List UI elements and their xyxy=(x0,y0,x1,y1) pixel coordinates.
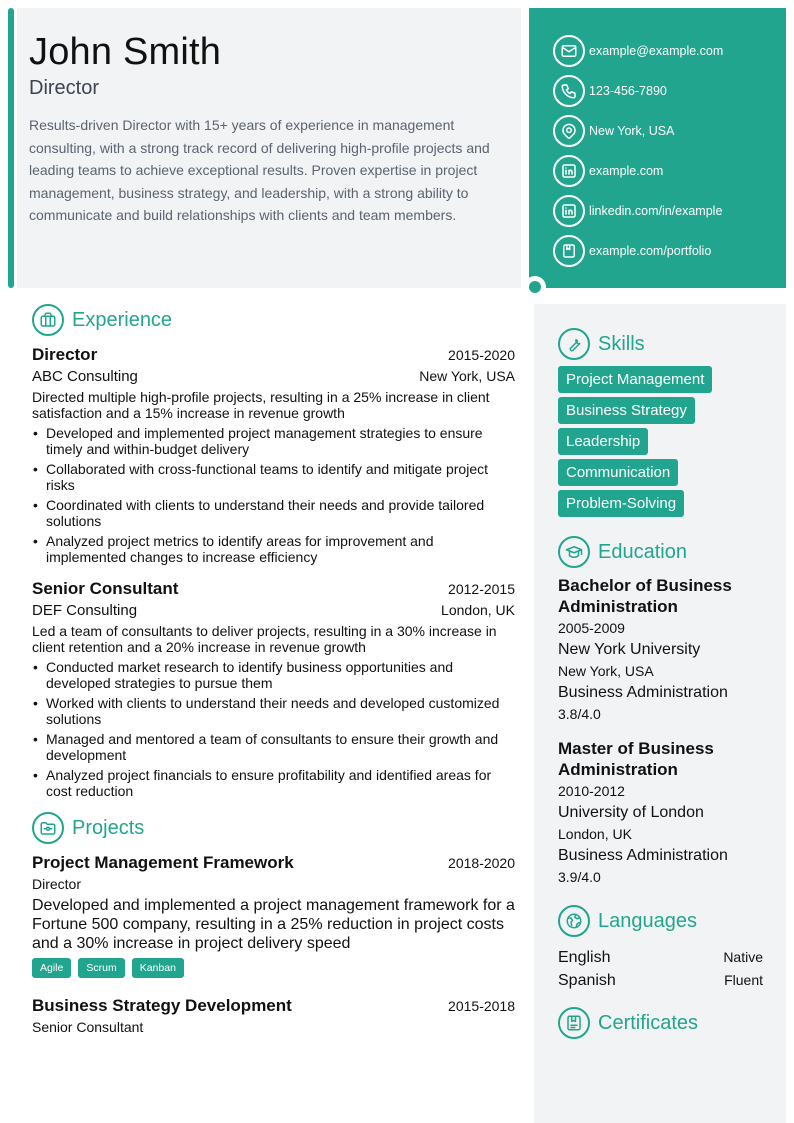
languages-title: Languages xyxy=(598,909,697,932)
language-row xyxy=(558,946,763,969)
skills-section-heading xyxy=(558,327,763,361)
education-degree: Bachelor of Business Administration xyxy=(558,576,732,616)
language-row xyxy=(558,969,763,992)
project-dates: 2015-2018 xyxy=(448,998,515,1014)
language-level: Native xyxy=(723,949,763,965)
education-gpa: 3.9/4.0 xyxy=(558,869,601,885)
education-location: New York, USA xyxy=(558,663,654,679)
job-dates: 2012-2015 xyxy=(448,581,515,597)
contact-panel xyxy=(529,8,786,288)
skill-badge: Project Management xyxy=(558,366,712,393)
project-tag: Kanban xyxy=(132,958,184,978)
certificate-icon xyxy=(558,1007,590,1039)
language-level: Fluent xyxy=(724,972,763,988)
project-tag: Agile xyxy=(32,958,71,978)
job-company: ABC Consulting xyxy=(32,368,138,385)
skills-title: Skills xyxy=(598,332,645,355)
contact-phone-text: 123-456-7890 xyxy=(589,84,667,98)
contact-website-text: example.com xyxy=(589,164,664,178)
project-dates: 2018-2020 xyxy=(448,855,515,871)
location-pin-icon xyxy=(553,115,585,147)
job-bullet: • Analyzed project metrics to identify areas for improvement and implemented changes to increase efficiency xyxy=(32,533,515,565)
contact-linkedin[interactable] xyxy=(553,191,786,231)
job-company: DEF Consulting xyxy=(32,602,138,619)
contact-location-text: New York, USA xyxy=(589,124,675,138)
education-section-heading xyxy=(558,535,763,569)
job-bullet: • Worked with clients to understand their needs and developed customized solutions xyxy=(32,695,515,727)
job-role: Senior Consultant xyxy=(32,579,179,598)
skill-badge: Business Strategy xyxy=(558,397,695,424)
contact-location xyxy=(553,111,786,151)
education-location: London, UK xyxy=(558,826,632,842)
contact-portfolio[interactable] xyxy=(553,231,786,271)
project-tag: Scrum xyxy=(78,958,124,978)
project-entry xyxy=(32,995,515,1037)
portfolio-icon xyxy=(553,235,585,267)
job-bullet: • Managed and mentored a team of consultants to ensure their growth and development xyxy=(32,731,515,763)
project-role: Director xyxy=(32,876,82,892)
contact-email[interactable] xyxy=(553,31,786,71)
education-school: New York University xyxy=(558,641,701,658)
timeline-dot xyxy=(524,276,546,298)
languages-list xyxy=(558,946,763,992)
job-location: London, UK xyxy=(441,602,515,618)
linkedin-icon xyxy=(553,195,585,227)
job-bullet: • Analyzed project financials to ensure profitability and identified areas for cost reduction xyxy=(32,767,515,799)
experience-entry xyxy=(32,578,515,799)
globe-icon xyxy=(558,905,590,937)
graduation-cap-icon xyxy=(558,536,590,568)
skills-list xyxy=(558,366,763,521)
contact-linkedin-text: linkedin.com/in/example xyxy=(589,204,723,218)
wrench-icon xyxy=(558,328,590,360)
contact-portfolio-text: example.com/portfolio xyxy=(589,244,712,258)
job-bullet: • Collaborated with cross-functional teams to identify and mitigate project risks xyxy=(32,461,515,493)
education-field: Business Administration xyxy=(558,684,728,701)
linkedin-icon xyxy=(553,155,585,187)
sidebar-column xyxy=(558,327,763,1040)
education-entry xyxy=(558,575,763,725)
job-bullet: • Conducted market research to identify business opportunities and developed strategies to pursue them xyxy=(32,659,515,691)
projects-title: Projects xyxy=(72,816,145,839)
job-role: Director xyxy=(32,345,98,364)
project-description: Developed and implemented a project management framework for a Fortune 500 company, resulting in a 25% reduction in project costs and a 30% increase in project delivery speed xyxy=(32,897,515,952)
contact-phone[interactable] xyxy=(553,71,786,111)
skill-badge: Problem-Solving xyxy=(558,490,684,517)
education-field: Business Administration xyxy=(558,847,728,864)
job-description: Directed multiple high-profile projects, resulting in a 25% increase in client satisfaction and a 15% increase in revenue growth xyxy=(32,389,490,421)
projects-section-heading xyxy=(32,811,515,845)
skill-badge: Communication xyxy=(558,459,678,486)
project-name: Project Management Framework xyxy=(32,853,294,872)
certificates-section-heading xyxy=(558,1006,763,1040)
job-dates: 2015-2020 xyxy=(448,347,515,363)
education-school: University of London xyxy=(558,804,704,821)
education-degree: Master of Business Administration xyxy=(558,739,714,779)
experience-entry xyxy=(32,344,515,565)
person-name: John Smith xyxy=(29,31,222,73)
education-dates: 2010-2012 xyxy=(558,783,625,799)
language-name: English xyxy=(558,949,611,966)
job-bullet: • Developed and implemented project management strategies to ensure timely and within-budget delivery xyxy=(32,425,515,457)
education-dates: 2005-2009 xyxy=(558,620,625,636)
contact-website[interactable] xyxy=(553,151,786,191)
language-name: Spanish xyxy=(558,972,616,989)
folder-icon xyxy=(32,812,64,844)
main-column xyxy=(32,303,515,1037)
job-bullets xyxy=(32,659,515,799)
project-name: Business Strategy Development xyxy=(32,996,292,1015)
job-title: Director xyxy=(29,77,100,99)
job-bullets xyxy=(32,425,515,565)
header-accent-bar xyxy=(8,8,14,288)
profile-summary: Results-driven Director with 15+ years of experience in management consulting, with a strong track record of delivering high-profile projects and leading teams to achieve exceptional results. Proven expertise in project management, business strategy, and leadership, with a strong ability to communicate and build relationships with clients and team members. xyxy=(29,117,490,224)
briefcase-icon xyxy=(32,304,64,336)
certificates-title: Certificates xyxy=(598,1011,699,1034)
project-role: Senior Consultant xyxy=(32,1019,144,1035)
education-entry xyxy=(558,738,763,888)
education-title: Education xyxy=(598,540,687,563)
header-profile xyxy=(17,8,521,288)
experience-section-heading xyxy=(32,303,515,337)
project-tags xyxy=(32,958,515,978)
project-entry xyxy=(32,852,515,978)
skill-badge: Leadership xyxy=(558,428,648,455)
phone-icon xyxy=(553,75,585,107)
languages-section-heading xyxy=(558,904,763,938)
email-icon xyxy=(553,35,585,67)
job-bullet: • Coordinated with clients to understand their needs and provide tailored solutions xyxy=(32,497,515,529)
job-description: Led a team of consultants to deliver projects, resulting in a 30% increase in client retention and a 20% increase in revenue growth xyxy=(32,623,497,655)
experience-title: Experience xyxy=(72,308,173,331)
contact-email-text: example@example.com xyxy=(589,44,724,58)
education-gpa: 3.8/4.0 xyxy=(558,706,601,722)
job-location: New York, USA xyxy=(419,368,515,384)
